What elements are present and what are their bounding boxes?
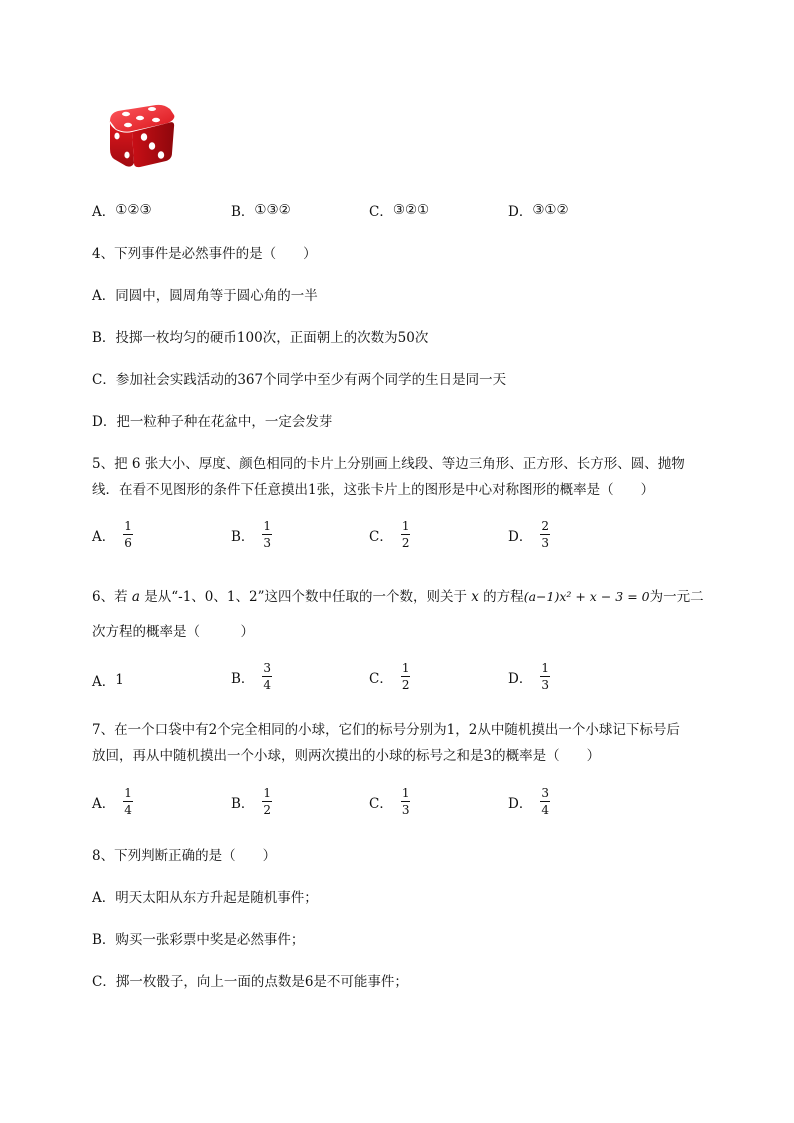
q4-option-c: C．参加社会实践活动的367个同学中至少有两个同学的生日是同一天: [92, 372, 507, 388]
fraction: $\frac{1}{2}$: [263, 786, 272, 817]
dice-icon: [104, 103, 180, 169]
q6-option-a: A． 1: [92, 672, 124, 690]
q3-option-d-text: ③①②: [532, 202, 569, 218]
fraction: $\frac{3}{4}$: [541, 786, 549, 817]
q3-option-b-text: ①③②: [254, 202, 291, 218]
q3-option-a: A． ①②③: [92, 202, 152, 220]
q4-option-d: D．把一粒种子种在花盆中，一定会发芽: [92, 414, 333, 430]
q3-option-c-text: ③②①: [392, 202, 430, 218]
fraction: $\frac{1}{2}$: [401, 519, 410, 550]
fraction: $\frac{1}{2}$: [401, 661, 410, 692]
q6-equation: (a−1)x² + x − 3 = 0: [523, 589, 650, 604]
q5-stem-line1: 5、把 6 张大小、厚度、颜色相同的卡片上分别画上线段、等边三角形、正方形、长方形、圆、抛物: [92, 456, 685, 472]
q5-option-d: D． $\frac{2}{3}$: [508, 519, 549, 550]
fraction: $\frac{2}{3}$: [541, 519, 549, 550]
q7-option-a: A． $\frac{1}{4}$: [92, 786, 132, 817]
q4-option-b: B．投掷一枚均匀的硬币100次，正面朝上的次数为50次: [92, 330, 429, 346]
q4-stem: 4、下列事件是必然事件的是（ ）: [92, 246, 317, 262]
q5-stem-line2: 线．在看不见图形的条件下任意摸出1张，这张卡片上的图形是中心对称图形的概率是（ ）: [92, 482, 655, 498]
q5-option-a: A． $\frac{1}{6}$: [92, 519, 132, 550]
q6-option-d: D． $\frac{1}{3}$: [508, 661, 549, 692]
q3-option-b: B． ①③②: [231, 202, 291, 220]
q7-option-c: C． $\frac{1}{3}$: [369, 786, 410, 817]
q6-option-c: C． $\frac{1}{2}$: [369, 661, 410, 692]
q7-option-b: B． $\frac{1}{2}$: [231, 786, 272, 817]
q6-stem-line1: 6、若 a 是从“-1、0、1、2”这四个数中任取的一个数，则关于 x 的方程(a−1)x² + x − 3 = 0为一元二: [92, 589, 704, 605]
fraction: $\frac{1}{4}$: [124, 786, 132, 817]
fraction: $\frac{1}{3}$: [263, 519, 272, 550]
q3-option-d: D． ③①②: [508, 202, 569, 220]
q8-option-c: C．掷一枚骰子，向上一面的点数是6是不可能事件；: [92, 974, 408, 990]
fraction: $\frac{1}{6}$: [124, 519, 132, 550]
q4-option-a: A．同圆中，圆周角等于圆心角的一半: [92, 288, 318, 304]
fraction: $\frac{1}{3}$: [401, 786, 410, 817]
fraction: $\frac{3}{4}$: [263, 661, 272, 692]
q5-option-c: C． $\frac{1}{2}$: [369, 519, 410, 550]
q8-option-a: A．明天太阳从东方升起是随机事件；: [92, 890, 318, 906]
q3-option-c: C． ③②①: [369, 202, 430, 220]
q7-option-d: D． $\frac{3}{4}$: [508, 786, 549, 817]
q8-stem: 8、下列判断正确的是（ ）: [92, 848, 277, 864]
q7-stem-line2: 放回，再从中随机摸出一个小球，则两次摸出的小球的标号之和是3的概率是（ ）: [92, 748, 601, 764]
q6-stem-line2: 次方程的概率是（ ）: [92, 624, 254, 640]
q6-option-b: B． $\frac{3}{4}$: [231, 661, 272, 692]
q8-option-b: B．购买一张彩票中奖是必然事件；: [92, 932, 305, 948]
q5-option-b: B． $\frac{1}{3}$: [231, 519, 272, 550]
q7-stem-line1: 7、在一个口袋中有2个完全相同的小球，它们的标号分别为1，2从中随机摸出一个小球记下标号后: [92, 722, 680, 738]
q3-option-a-text: ①②③: [115, 202, 152, 218]
fraction: $\frac{1}{3}$: [541, 661, 549, 692]
